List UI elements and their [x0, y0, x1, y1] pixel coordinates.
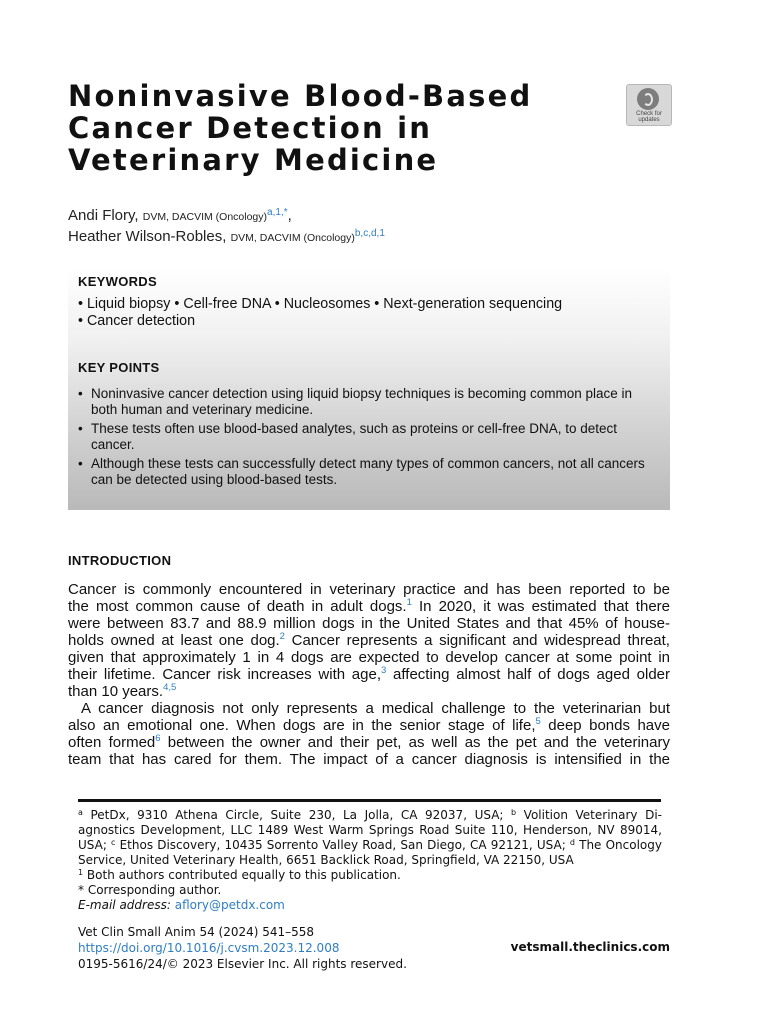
text-fragment: USA;	[78, 838, 112, 852]
author-affiliation-marks[interactable]: b,c,d,1	[354, 228, 385, 239]
text-fragment: their lifetime. Cancer risk increases with age,	[68, 666, 382, 683]
author-name: Andi Flory,	[68, 207, 139, 224]
title-line: Cancer Detection in	[68, 111, 433, 145]
footnote-mark: 1	[78, 868, 84, 877]
introduction-heading: INTRODUCTION	[68, 553, 172, 568]
affiliation-mark: a	[78, 808, 83, 817]
keywords-keypoints-box	[68, 268, 670, 510]
title-line: Noninvasive Blood-Based	[68, 79, 533, 113]
reference-link[interactable]: 1	[406, 597, 412, 608]
footnote-divider	[78, 799, 661, 802]
reference-link[interactable]: 3	[381, 665, 387, 676]
text-fragment: often formed	[68, 734, 156, 751]
email-label: E-mail address:	[78, 898, 171, 912]
bullet: •	[78, 456, 83, 471]
keywords-line: • Liquid biopsy • Cell-free DNA • Nucleosomes • Next-generation sequencing	[78, 296, 563, 312]
reference-link[interactable]: 2	[279, 631, 285, 642]
footnote-line	[78, 838, 662, 853]
introduction-paragraph-1	[68, 581, 670, 700]
text-fragment: holds owned at least one dog.	[68, 632, 280, 649]
equal-contribution-note	[78, 868, 662, 883]
key-point-text: Noninvasive cancer detection using liquid biopsy techniques is becoming common place in both human and veterinary medicine.	[91, 386, 633, 417]
corresponding-author-note: * Corresponding author.	[78, 883, 222, 897]
text-fragment: deep bonds have	[540, 717, 670, 734]
text-fragment: In 2020, it was estimated that there	[411, 598, 670, 615]
reference-link[interactable]: 5	[535, 716, 541, 727]
key-point-item	[78, 386, 658, 418]
text-fragment: the most common cause of death in adult dogs.	[68, 598, 407, 615]
affiliation-mark: d	[569, 838, 575, 847]
text-fragment: Cancer represents a significant and widespread threat,	[284, 632, 670, 649]
author-list	[68, 206, 385, 248]
text-fragment: Both authors contributed equally to this publication.	[83, 868, 401, 882]
introduction-paragraph-2	[68, 700, 670, 768]
text-line	[68, 666, 670, 683]
affiliation-mark: c	[111, 838, 116, 847]
footnote-line	[78, 808, 662, 823]
article-title	[68, 80, 588, 176]
badge-label: Check for updates	[636, 111, 662, 123]
affiliation-mark: b	[511, 808, 517, 817]
keywords-line: • Cancer detection	[78, 313, 196, 329]
crossmark-icon	[637, 88, 659, 110]
key-point-text: Although these tests can successfully detect many types of common cancers, not all cancers can be detected using blood-based tests.	[91, 456, 645, 487]
key-point-text: These tests often use blood-based analytes, such as proteins or cell-free DNA, to detect cancer.	[91, 421, 618, 452]
text-line: A cancer diagnosis not only represents a medical challenge to the veterinarian but	[81, 700, 670, 717]
text-line	[68, 734, 670, 751]
text-fragment: Volition Veterinary Di-	[516, 808, 662, 822]
text-fragment: The Oncology	[574, 838, 662, 852]
text-line	[68, 683, 670, 700]
affiliation-footnotes	[78, 808, 662, 913]
footnote-line: Service, United Veterinary Health, 6651 Backlick Road, Springfield, VA 22150, USA	[78, 853, 574, 867]
bullet: •	[78, 421, 83, 436]
author-name: Heather Wilson-Robles,	[68, 228, 227, 245]
author-credentials: DVM, DACVIM (Oncology)	[142, 211, 268, 223]
title-line: Veterinary Medicine	[68, 143, 439, 177]
author-line	[68, 206, 385, 227]
check-for-updates-badge[interactable]	[626, 84, 672, 126]
text-line	[68, 717, 670, 734]
journal-website[interactable]: vetsmall.theclinics.com	[510, 940, 670, 954]
reference-link[interactable]: 4,5	[163, 682, 177, 693]
author-credentials: DVM, DACVIM (Oncology)	[230, 232, 355, 244]
text-fragment: than 10 years.	[68, 683, 164, 700]
reference-link[interactable]: 6	[155, 733, 161, 744]
text-fragment: between the owner and their pet, as well as the pet and the veterinary	[160, 734, 670, 751]
email-line	[78, 898, 662, 913]
email-link[interactable]: aflory@petdx.com	[174, 898, 285, 912]
text-line: Cancer is commonly encountered in veterinary practice and has been reported to be	[68, 581, 670, 598]
author-line	[68, 227, 385, 248]
text-fragment: Ethos Discovery, 10435 Sorrento Valley Road, San Diego, CA 92121, USA;	[115, 838, 570, 852]
bullet: •	[78, 386, 83, 401]
keywords-heading: KEYWORDS	[78, 274, 157, 289]
key-point-item	[78, 456, 658, 488]
text-line: were between 83.7 and 88.9 million dogs in the United States and that 45% of house-	[68, 615, 670, 632]
footnote-line: agnostics Development, LLC 1489 West Warm Springs Road Suite 110, Henderson, NV 89014,	[78, 823, 662, 837]
author-affiliation-marks[interactable]: a,1,*	[267, 207, 288, 218]
doi-link[interactable]: https://doi.org/10.1016/j.cvsm.2023.12.008	[78, 941, 340, 955]
copyright-line: 0195-5616/24/© 2023 Elsevier Inc. All rights reserved.	[78, 957, 407, 971]
author-separator: ,	[287, 207, 292, 224]
key-points-heading: KEY POINTS	[78, 360, 160, 375]
text-line: team that has cared for them. The impact of a cancer diagnosis is intensified in the	[68, 751, 670, 768]
text-fragment: also an emotional one. When dogs are in the senior stage of life,	[68, 717, 536, 734]
text-fragment: PetDx, 9310 Athena Circle, Suite 230, La Jolla, CA 92037, USA;	[82, 808, 512, 822]
text-line	[68, 632, 670, 649]
text-line: given that approximately 1 in 4 dogs are expected to develop cancer at some point in	[68, 649, 670, 666]
text-line	[68, 598, 670, 615]
key-point-item	[78, 421, 658, 453]
text-fragment: affecting almost half of dogs aged older	[386, 666, 670, 683]
citation-block	[78, 924, 407, 972]
journal-citation: Vet Clin Small Anim 54 (2024) 541–558	[78, 925, 315, 939]
